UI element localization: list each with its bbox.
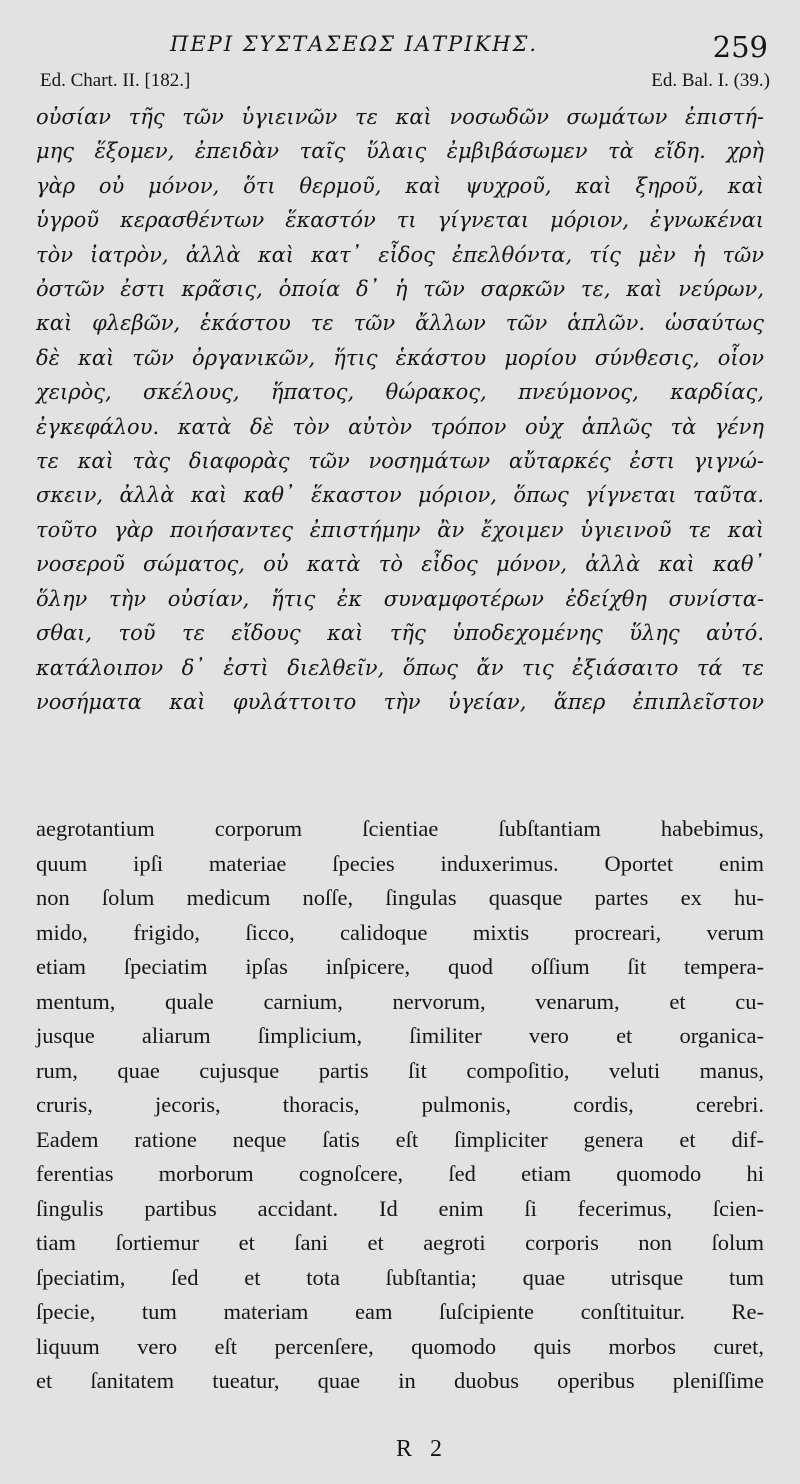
latin-line: jusque aliarum ſimplicium, ſimiliter vero et organica- (36, 1023, 764, 1048)
page-number: 259 (712, 30, 768, 64)
greek-line: οὐσίαν τῆς τῶν ὑγιεινῶν τε καὶ νοσωδῶν σωμάτων ἐπιστή- (36, 105, 764, 129)
greek-line: δὲ καὶ τῶν ὀργανικῶν, ἥτις ἑκάστου μορίου σύνθεσις, οἷον (36, 345, 764, 370)
greek-line: καὶ φλεβῶν, ἑκάστου τε τῶν ἄλλων τῶν ἁπλῶν. ὡσαύτως (36, 311, 764, 336)
greek-text-block (36, 100, 764, 719)
latin-line: cruris, jecoris, thoracis, pulmonis, cordis, cerebri. (36, 1092, 764, 1117)
greek-line: τε καὶ τὰς διαφορὰς τῶν νοσημάτων αὔταρκές ἐστι γιγνώ- (36, 449, 764, 474)
greek-line: νοσεροῦ σώματος, οὐ κατὰ τὸ εἶδος μόνον, ἀλλὰ καὶ καθ᾽ (36, 552, 764, 577)
edition-references (40, 70, 770, 96)
greek-line: ὅλην τὴν οὐσίαν, ἥτις ἐκ συναμφοτέρων ἐδείχθη συνίστα- (36, 586, 764, 611)
edition-reference-chart: Ed. Chart. II. [182.] (40, 70, 191, 91)
greek-line: σθαι, τοῦ τε εἴδους καὶ τῆς ὑποδεχομένης ὕλης αὐτό. (36, 621, 764, 646)
greek-line: τοῦτο γὰρ ποιήσαντες ἐπιστήμην ἂν ἔχοιμεν ὑγιεινοῦ τε καὶ (36, 517, 764, 542)
page-header (40, 30, 770, 70)
latin-line: ſpecie, tum materiam eam ſuſcipiente conſtituitur. Re- (36, 1299, 764, 1324)
greek-line: ὑγροῦ κερασθέντων ἕκαστόν τι γίγνεται μόριον, ἐγνωκέναι (36, 208, 764, 233)
latin-line: ſingulis partibus accidant. Id enim ſi fecerimus, ſcien- (36, 1195, 764, 1221)
latin-line: liquum vero eſt percenſere, quomodo quis morbos curet, (36, 1333, 764, 1359)
greek-line: ὀστῶν ἐστι κρᾶσις, ὁποία δ᾽ ἡ τῶν σαρκῶν τε, καὶ νεύρων, (36, 277, 764, 302)
greek-line: ἐγκεφάλου. κατὰ δὲ τὸν αὐτὸν τρόπον οὐχ ἁπλῶς τὰ γένη (36, 414, 764, 439)
running-title: ΠΕΡΙ ΣΥΣΤΑΣΕΩΣ ΙΑΤΡΙΚΗΣ. (170, 32, 539, 56)
edition-reference-bal: Ed. Bal. I. (39.) (651, 70, 770, 91)
latin-line: aegrotantium corporum ſcientiae ſubſtantiam habebimus, (36, 816, 764, 841)
latin-text-block (36, 812, 764, 1399)
greek-line: γὰρ οὐ μόνον, ὅτι θερμοῦ, καὶ ψυχροῦ, καὶ ξηροῦ, καὶ (36, 173, 764, 198)
latin-line: ſpeciatim, ſed et tota ſubſtantia; quae utrisque tum (36, 1264, 764, 1290)
greek-line: τὸν ἰατρὸν, ἀλλὰ καὶ κατ᾽ εἶδος ἐπελθόντα, τίς μὲν ἡ τῶν (36, 242, 764, 267)
latin-line: Eadem ratione neque ſatis eſt ſimpliciter genera et dif- (36, 1126, 764, 1152)
greek-line: μης ἕξομεν, ἐπειδὰν ταῖς ὕλαις ἐμβιβάσωμεν τὰ εἴδη. χρὴ (36, 139, 764, 164)
latin-line: etiam ſpeciatim ipſas inſpicere, quod oſſium ſit tempera- (36, 954, 764, 979)
latin-line: rum, quae cujusque partis ſit compoſitio, veluti manus, (36, 1057, 764, 1083)
latin-line: mido, frigido, ſicco, calidoque mixtis procreari, verum (36, 919, 764, 945)
latin-line: tiam ſortiemur et ſani et aegroti corporis non ſolum (36, 1230, 764, 1255)
latin-line: non ſolum medicum noſſe, ſingulas quasque partes ex hu- (36, 885, 764, 910)
greek-line: σκειν, ἀλλὰ καὶ καθ᾽ ἕκαστον μόριον, ὅπως γίγνεται ταῦτα. (36, 483, 764, 508)
latin-line: et ſanitatem tueatur, quae in duobus operibus pleniſſime (36, 1368, 764, 1393)
greek-line: κατάλοιπον δ᾽ ἐστὶ διελθεῖν, ὅπως ἄν τις ἐξιάσαιτο τά τε (36, 655, 764, 680)
latin-line: ferentias morborum cognoſcere, ſed etiam quomodo hi (36, 1161, 764, 1186)
greek-line: νοσήματα καὶ φυλάττοιτο τὴν ὑγείαν, ἅπερ ἐπιπλεῖστον (36, 689, 764, 714)
greek-line: χειρὸς, σκέλους, ἥπατος, θώρακος, πνεύμονος, καρδίας, (36, 380, 764, 405)
latin-line: mentum, quale carnium, nervorum, venarum, et cu- (36, 988, 764, 1014)
signature-mark: R 2 (396, 1436, 449, 1462)
latin-line: quum ipſi materiae ſpecies induxerimus. Oportet enim (36, 850, 764, 876)
